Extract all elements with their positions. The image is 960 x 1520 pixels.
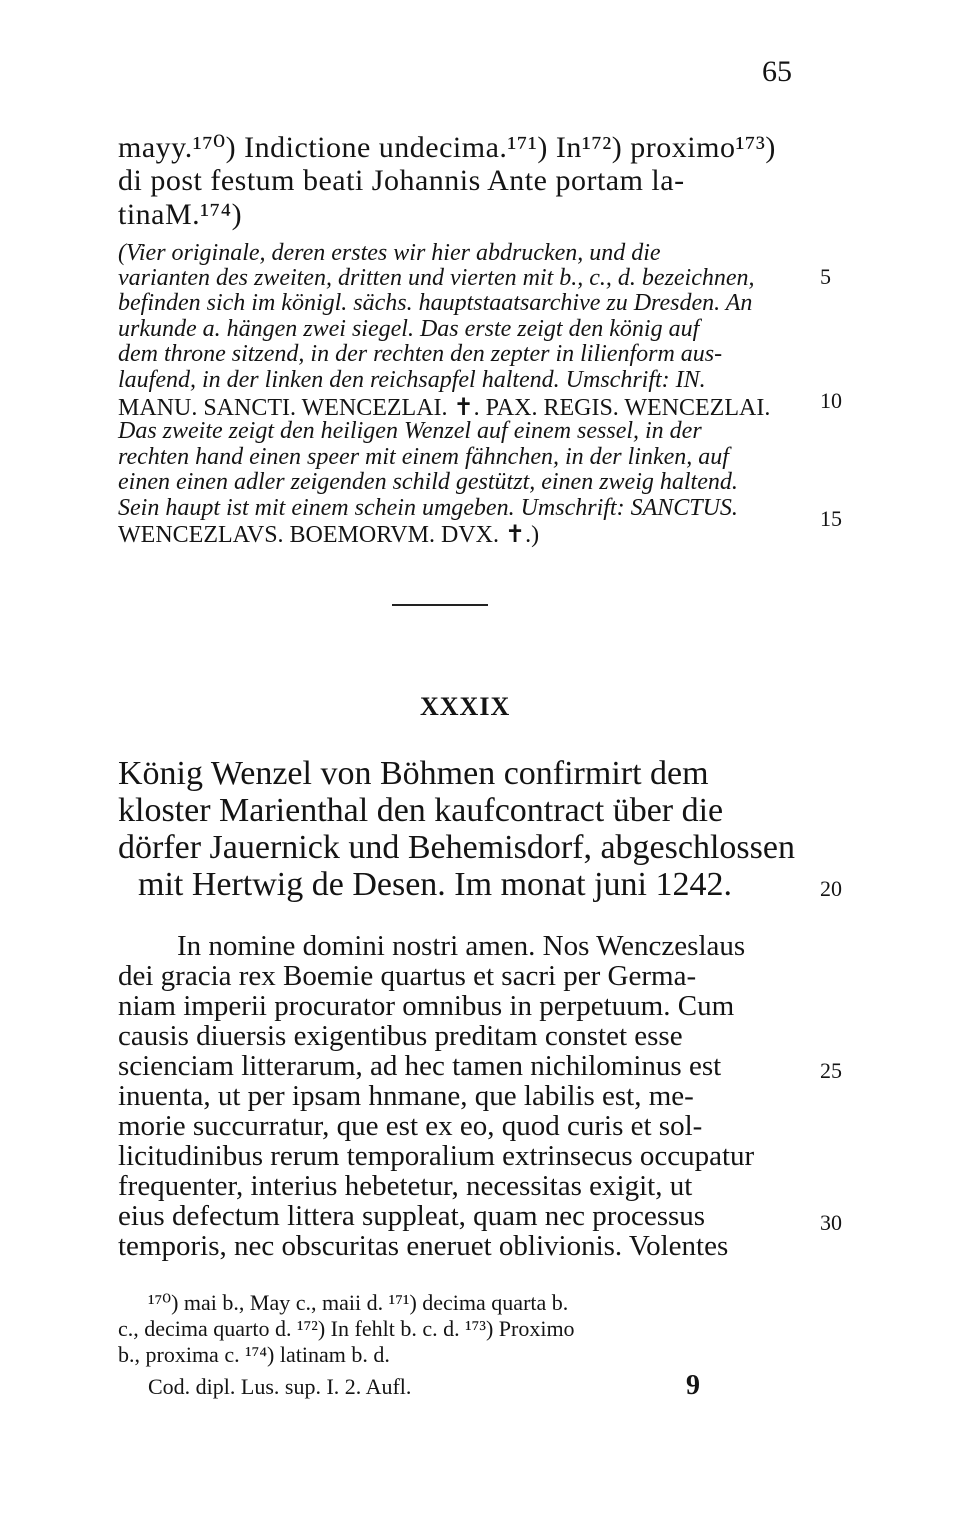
body-line-6: inuenta, ut per ipsam hnmane, que labilis est, me- <box>118 1080 694 1112</box>
note-line-1: (Vier originale, deren erstes wir hier abdrucken, und die <box>118 240 661 266</box>
footnote-line-1: ¹⁷⁰) mai b., May c., maii d. ¹⁷¹) decima quarta b. <box>148 1290 569 1315</box>
line-number-25: 25 <box>820 1058 842 1083</box>
note-line-12: WENCEZLAVS. BOEMORVM. DVX. ✝.) <box>118 522 540 548</box>
heading-line-1: König Wenzel von Böhmen confirmirt dem <box>118 755 709 792</box>
heading-line-3: dörfer Jauernick und Behemisdorf, abgeschlossen <box>118 829 795 866</box>
footnote-line-3: b., proxima c. ¹⁷⁴) latinam b. d. <box>118 1342 390 1367</box>
line-number-30: 30 <box>820 1210 842 1235</box>
note-line-3: befinden sich im königl. sächs. hauptstaatsarchive zu Dresden. An <box>118 290 753 316</box>
line-number-15: 15 <box>820 506 842 531</box>
note-line-10: einen einen adler zeigenden schild gestützt, einen zweig haltend. <box>118 469 738 495</box>
footnote-line-2: c., decima quarto d. ¹⁷²) In fehlt b. c. d. ¹⁷³) Proximo <box>118 1316 575 1341</box>
signature-mark: 9 <box>686 1370 700 1401</box>
line-number-20: 20 <box>820 876 842 901</box>
body-line-10: eius defectum littera suppleat, quam nec processus <box>118 1200 706 1232</box>
body-line-8: licitudinibus rerum temporalium extrinsecus occupatur <box>118 1140 755 1172</box>
document-number: XXXIX <box>420 692 511 721</box>
body-line-1: In nomine domini nostri amen. Nos Wenczeslaus <box>177 930 746 962</box>
note-line-11: Sein haupt ist mit einem schein umgeben. Umschrift: SANCTUS. <box>118 495 738 521</box>
body-line-11: temporis, nec obscuritas eneruet oblivionis. Volentes <box>118 1230 729 1262</box>
line-number-5: 5 <box>820 264 831 289</box>
top-line-1: mayy.¹⁷⁰) Indictione undecima.¹⁷¹) In¹⁷²) proximo¹⁷³) <box>118 131 776 164</box>
note-line-8: Das zweite zeigt den heiligen Wenzel auf einem sessel, in der <box>118 418 702 444</box>
note-line-4: urkunde a. hängen zwei siegel. Das erste zeigt den könig auf <box>118 316 700 342</box>
body-line-3: niam imperii procurator omnibus in perpetuum. Cum <box>118 990 735 1022</box>
section-divider <box>392 604 488 606</box>
top-line-2: di post festum beati Johannis Ante portam la- <box>118 164 685 197</box>
heading-line-4: mit Hertwig de Desen. Im monat juni 1242. <box>138 866 732 903</box>
heading-line-2: kloster Marienthal den kaufcontract über die <box>118 792 724 829</box>
body-line-7: morie succurratur, que est ex eo, quod curis et sol- <box>118 1110 703 1142</box>
page-number: 65 <box>762 55 792 88</box>
body-line-9: frequenter, interius hebetetur, necessitas exigit, ut <box>118 1170 693 1202</box>
body-line-5: scienciam litterarum, ad hec tamen nichilominus est <box>118 1050 722 1082</box>
note-line-6: laufend, in der linken den reichsapfel haltend. Umschrift: IN. <box>118 367 706 393</box>
top-line-3: tinaM.¹⁷⁴) <box>118 198 243 231</box>
body-line-4: causis diuersis exigentibus preditam constet esse <box>118 1020 683 1052</box>
signature-line: Cod. dipl. Lus. sup. I. 2. Aufl. <box>148 1374 412 1399</box>
line-number-10: 10 <box>820 388 842 413</box>
note-line-5: dem throne sitzend, in der rechten den zepter in lilienform aus- <box>118 341 723 367</box>
body-line-2: dei gracia rex Boemie quartus et sacri per Germa- <box>118 960 697 992</box>
note-line-7: MANU. SANCTI. WENCEZLAI. ✝. PAX. REGIS. WENCEZLAI. <box>118 395 771 421</box>
note-line-2: varianten des zweiten, dritten und vierten mit b., c., d. bezeichnen, <box>118 265 755 291</box>
note-line-9: rechten hand einen speer mit einem fähnchen, in der linken, auf <box>118 444 729 470</box>
